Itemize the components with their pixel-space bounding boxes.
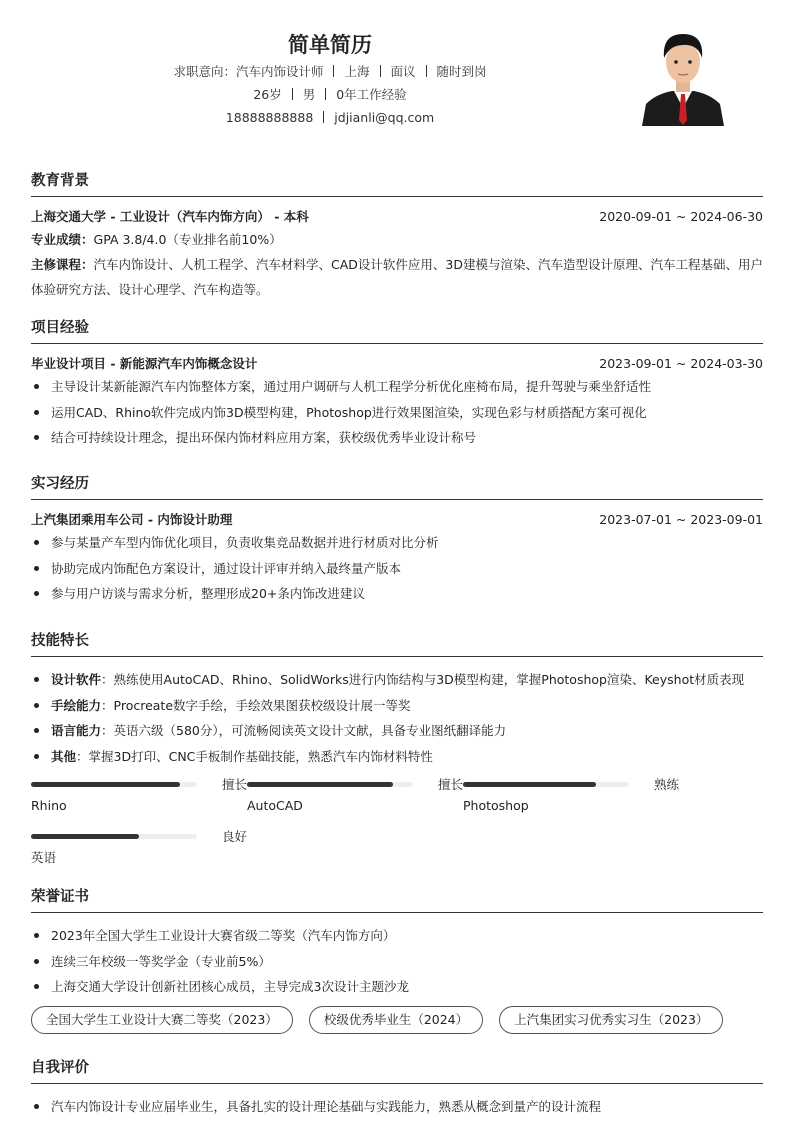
skill-level: 擅长 [221,777,247,792]
skill-bar [31,827,247,871]
skill-bars [31,775,763,879]
projects-section [31,317,763,451]
job-intent-line [0,60,660,83]
experience: 0年工作经验 [336,87,407,102]
education-section [31,170,763,302]
honor-tag: 上汽集团实习优秀实习生（2023） [499,1006,723,1034]
list-item: 运用CAD、Rhino软件完成内饰3D模型构建，Photoshop进行效果图渲染，实现色彩与材质搭配方案可视化 [31,400,763,426]
personal-info-line [0,83,660,106]
contact-line [0,106,660,129]
gender: 男 [302,87,316,102]
gpa-line: 专业成绩：GPA 3.8/4.0（专业排名前10%） [31,232,282,247]
skill-level: 良好 [221,829,247,844]
email: jdjianli@qq.com [334,110,435,125]
skill-name: Rhino [31,798,67,813]
skill-bar-track [31,834,197,839]
resume-header [0,30,660,129]
list-item: 参与某量产车型内饰优化项目，负责收集竞品数据并进行材质对比分析 [31,530,763,556]
skill-bar-fill [31,834,139,839]
honor-tag: 校级优秀毕业生（2024） [309,1006,483,1034]
list-item: 设计软件：熟练使用AutoCAD、Rhino、SolidWorks进行内饰结构与3D模型构建，掌握Photoshop渲染、Keyshot材质表现 [31,667,763,693]
phone: 18888888888 [225,110,314,125]
section-title: 技能特长 [31,630,763,657]
list-item: 结合可持续设计理念，提出环保内饰材料应用方案，获校级优秀毕业设计称号 [31,425,763,451]
skill-bar-fill [463,782,596,787]
project-name: 毕业设计项目 - 新能源汽车内饰概念设计 [31,356,258,371]
location: 上海 [344,64,370,79]
courses-line: 主修课程：汽车内饰设计、人机工程学、汽车材料学、CAD设计软件应用、3D建模与渲染、汽车造型设计原理、汽车工程基础、用户体验研究方法、设计心理学、汽车构造等。 [31,257,764,297]
list-item: 汽车内饰设计专业应届毕业生，具备扎实的设计理论基础与实践能力，熟悉从概念到量产的设计流程 [31,1094,763,1120]
age: 26岁 [253,87,282,102]
list-item: 上海交通大学设计创新社团核心成员，主导完成3次设计主题沙龙 [31,974,763,1000]
skill-name: Photoshop [463,798,529,813]
skill-level: 熟练 [653,777,679,792]
skill-name: AutoCAD [247,798,303,813]
list-item: 其他：掌握3D打印、CNC手板制作基础技能，熟悉汽车内饰材料特性 [31,744,763,770]
skill-bar-track [247,782,413,787]
skills-section [31,630,763,879]
skill-bar-fill [247,782,393,787]
honor-tag: 全国大学生工业设计大赛二等奖（2023） [31,1006,293,1034]
section-title: 项目经验 [31,317,763,344]
honors-section [31,886,763,1034]
skill-bar-track [31,782,197,787]
list-item: 主导设计某新能源汽车内饰整体方案，通过用户调研与人机工程学分析优化座椅布局，提升驾驶与乘坐舒适性 [31,374,763,400]
internship-section [31,473,763,607]
school: 上海交通大学 - 工业设计（汽车内饰方向） - 本科 [31,209,309,224]
skill-bar-track [463,782,629,787]
date: 2023-09-01 ~ 2024-03-30 [599,356,763,371]
availability: 随时到岗 [436,64,487,79]
company: 上汽集团乘用车公司 - 内饰设计助理 [31,512,233,527]
list-item: 协助完成内饰配色方案设计，通过设计评审并纳入最终量产版本 [31,556,763,582]
section-title: 实习经历 [31,473,763,500]
date: 2020-09-01 ~ 2024-06-30 [599,209,763,224]
skill-bar [31,775,247,819]
list-item: 语言能力：英语六级（580分），可流畅阅读英文设计文献，具备专业图纸翻译能力 [31,718,763,744]
page-title: 简单简历 [288,33,372,57]
skill-bar-fill [31,782,180,787]
section-title: 教育背景 [31,170,763,197]
list-item: 参与用户访谈与需求分析，整理形成20+条内饰改进建议 [31,581,763,607]
section-title: 荣誉证书 [31,886,763,913]
skill-bar [247,775,463,819]
salary: 面议 [390,64,416,79]
skill-name: 英语 [31,850,57,865]
skill-level: 擅长 [437,777,463,792]
self-evaluation-section [31,1057,763,1120]
avatar-photo [636,28,730,126]
list-item: 连续三年校级一等奖学金（专业前5%） [31,949,763,975]
list-item: 手绘能力：Procreate数字手绘，手绘效果图获校级设计展一等奖 [31,693,763,719]
date: 2023-07-01 ~ 2023-09-01 [599,512,763,527]
job-intent: 求职意向：汽车内饰设计师 [173,64,324,79]
list-item: 2023年全国大学生工业设计大赛省级二等奖（汽车内饰方向） [31,923,763,949]
skill-bar [463,775,679,819]
section-title: 自我评价 [31,1057,763,1084]
